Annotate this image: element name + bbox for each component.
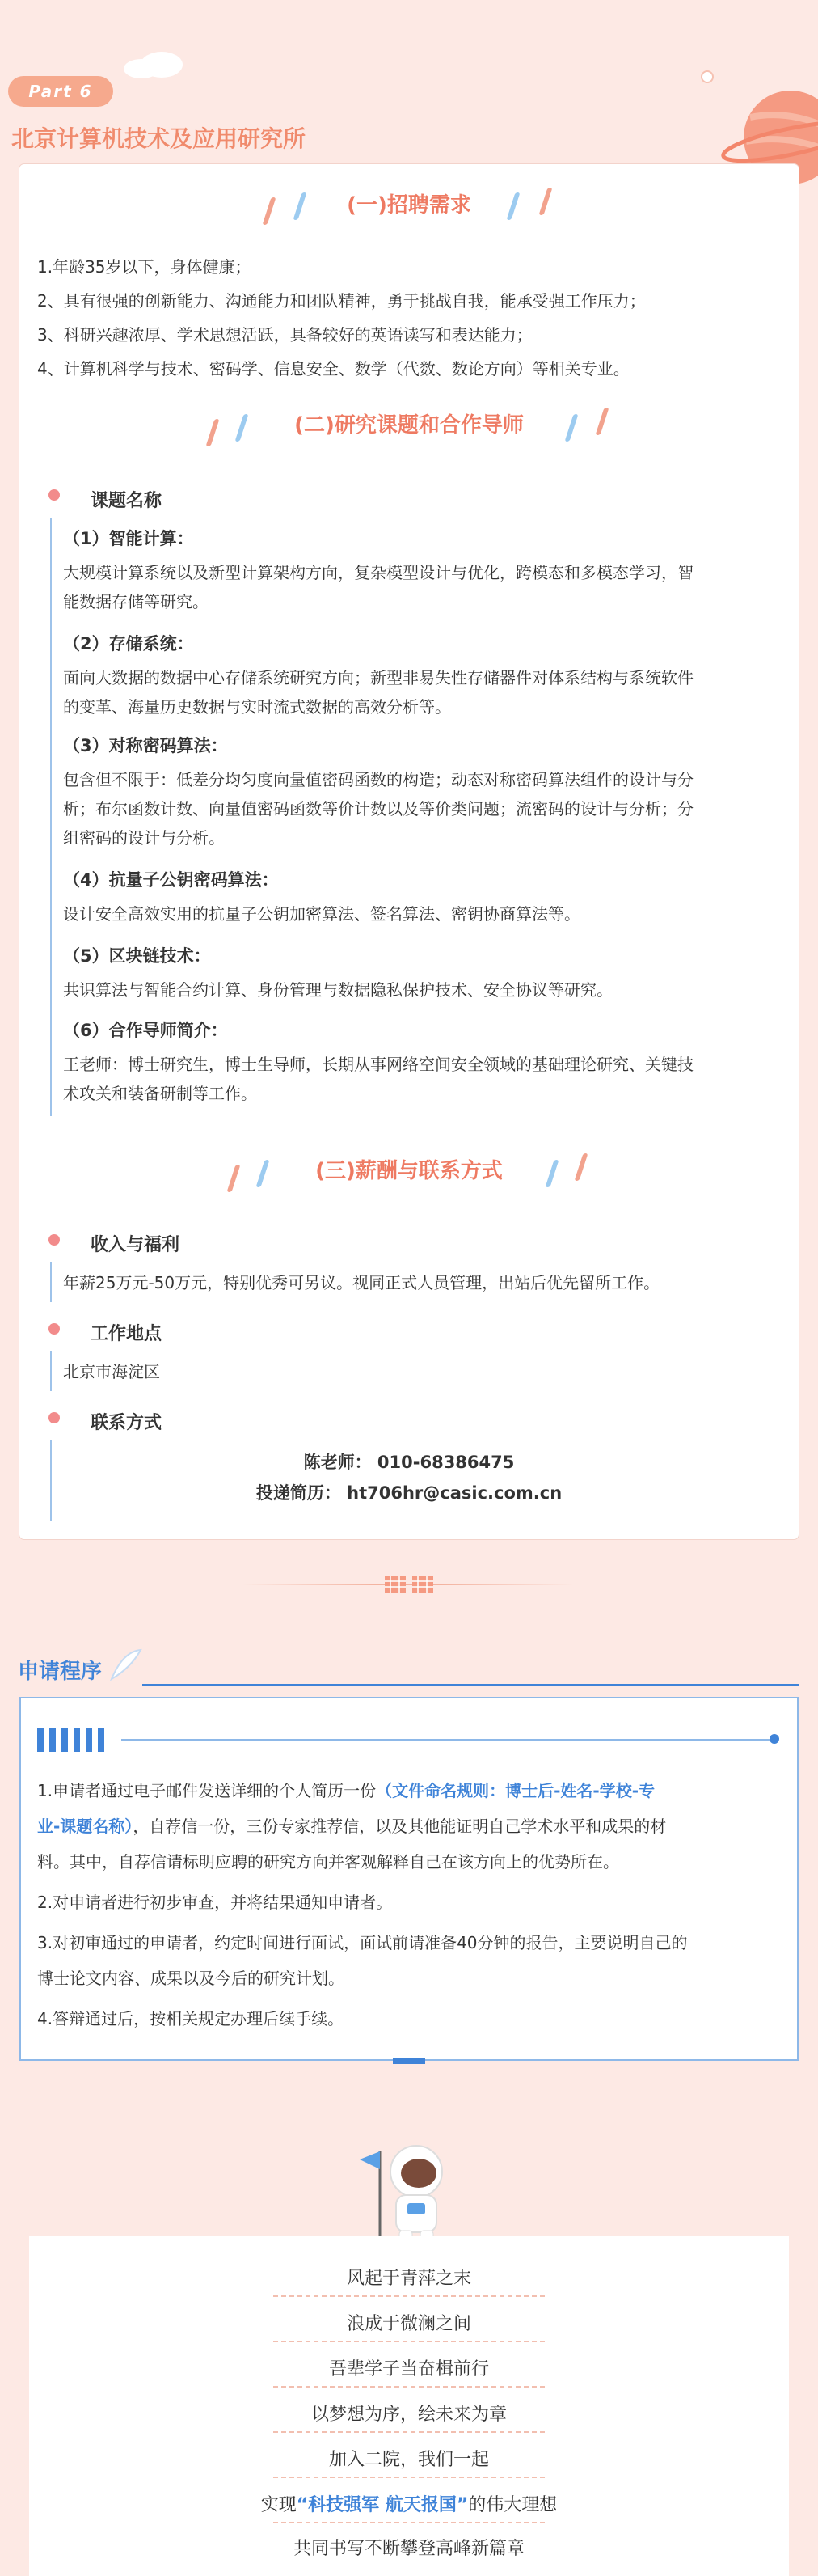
topic-text: 王老师：博士研究生，博士生导师，长期从事网络空间安全领域的基础理论研究、关键技 — [63, 1055, 694, 1074]
poem-line: 以梦想为序，绘未来为章 — [310, 2405, 507, 2425]
contact-phone: 陈老师： 010-68386475 — [303, 1453, 515, 1472]
poem-underline — [273, 2431, 545, 2433]
salary-text: 年薪25万元-50万元，特别优秀可另议。视同正式人员管理，出站后优先留所工作。 — [63, 1273, 660, 1292]
poem-underline — [273, 2341, 545, 2342]
topic-text: 析；布尔函数计数、向量值密码函数等价计数以及等价类问题；流密码的设计与分析；分 — [63, 799, 694, 818]
poem-line: 共同书写不断攀登高峰新篇章 — [293, 2539, 525, 2559]
bullet-dot — [48, 1323, 60, 1335]
section-title: (二)研究课题和合作导师 — [294, 413, 524, 438]
topic-timeline — [50, 1351, 52, 1391]
apply-step-3-cont: 博士论文内容、成果以及今后的研究计划。 — [37, 1969, 344, 1988]
topic-heading: （5）区块链技术： — [63, 946, 211, 966]
bullet-dot — [48, 1234, 60, 1246]
section-heading-recruitment — [0, 181, 818, 230]
bullet-dot — [48, 489, 60, 501]
section-title: (一)招聘需求 — [347, 193, 471, 218]
topic-text: 能数据存储等研究。 — [63, 592, 209, 611]
poem-line: 吾辈学子当奋楫前行 — [328, 2359, 489, 2379]
section-heading-salary — [0, 1147, 818, 1195]
apply-inner-line — [121, 1739, 776, 1741]
apply-title-underline — [142, 1684, 799, 1686]
topic-heading: （6）合作导师简介： — [63, 1021, 228, 1040]
topic-text: 术攻关和装备研制等工作。 — [63, 1084, 257, 1103]
bullet-dot — [48, 1412, 60, 1423]
topic-text: 的变革、海量历史数据与实时流式数据的高效分析等。 — [63, 697, 451, 717]
apply-step-4: 4.答辩通过后，按相关规定办理后续手续。 — [37, 2009, 344, 2028]
topic-text: 组密码的设计与分析。 — [63, 828, 225, 848]
part-label: Part 6 — [8, 76, 113, 107]
location-text: 北京市海淀区 — [63, 1362, 160, 1381]
requirement-item: 2、具有很强的创新能力、沟通能力和团队精神，勇于挑战自我，能承受强工作压力； — [37, 291, 646, 311]
poem-line-slogan: 实现“科技强军 航天报国”的伟大理想 — [260, 2495, 558, 2515]
topic-timeline — [50, 518, 52, 1116]
poem-line: 加入二院，我们一起 — [328, 2450, 489, 2470]
apply-step-1-cont: 料。其中，自荐信请标明应聘的研究方向并客观解释自己在该方向上的优势所在。 — [37, 1852, 619, 1872]
cloud-decoration — [121, 49, 186, 81]
poem-line: 风起于青萍之末 — [346, 2269, 471, 2289]
divider-ornament-icon — [383, 1574, 435, 1595]
poem-underline — [273, 2386, 545, 2388]
apply-step-1: 1.申请者通过电子邮件发送详细的个人简历一份（文件命名规则：博士后-姓名-学校-专 — [37, 1781, 655, 1800]
feather-icon — [107, 1647, 144, 1684]
topic-text: 包含但不限于：低差分均匀度向量值密码函数的构造；动态对称密码算法组件的设计与分 — [63, 770, 694, 789]
apply-line-dot — [770, 1734, 779, 1744]
contact-subtitle: 联系方式 — [91, 1413, 162, 1433]
topic-heading: （1）智能计算： — [63, 529, 194, 548]
topic-heading: （2）存储系统： — [63, 634, 194, 654]
location-subtitle: 工作地点 — [91, 1324, 162, 1344]
org-title: 北京计算机技术及应用研究所 — [11, 125, 306, 152]
poem-underline — [273, 2295, 545, 2297]
section-heading-topics — [0, 401, 818, 450]
apply-step-2: 2.对申请者进行初步审查，并将结果通知申请者。 — [37, 1893, 393, 1912]
topic-text: 设计安全高效实用的抗量子公钥加密算法、签名算法、密钥协商算法等。 — [63, 904, 580, 924]
topic-text: 面向大数据的数据中心存储系统研究方向；新型非易失性存储器件对体系结构与系统软件 — [63, 668, 694, 687]
poem-line: 浪成于微澜之间 — [346, 2314, 471, 2334]
sparkle-icon — [695, 65, 719, 89]
poem-underline — [273, 2522, 545, 2523]
topic-text: 共识算法与智能合约计算、身份管理与数据隐私保护技术、安全协议等研究。 — [63, 980, 613, 1000]
requirement-item: 4、计算机科学与技术、密码学、信息安全、数学（代数、数论方向）等相关专业。 — [37, 359, 630, 379]
astronaut-icon — [356, 2135, 461, 2248]
topic-text: 大规模计算系统以及新型计算架构方向，复杂模型设计与优化，跨模态和多模态学习，智 — [63, 563, 694, 582]
topics-subtitle: 课题名称 — [91, 491, 162, 511]
contact-email[interactable]: 投递简历： ht706hr@casic.com.cn — [255, 1483, 563, 1503]
topic-heading: （4）抗量子公钥密码算法： — [63, 870, 279, 890]
apply-step-3: 3.对初审通过的申请者，约定时间进行面试，面试前请准备40分钟的报告，主要说明自己的 — [37, 1933, 688, 1952]
topic-heading: （3）对称密码算法： — [63, 736, 228, 755]
apply-title: 申请程序 — [18, 1660, 103, 1684]
section-title: (三)薪酬与联系方式 — [315, 1159, 503, 1183]
requirement-item: 3、科研兴趣浓厚、学术思想活跃，具备较好的英语读写和表达能力； — [37, 325, 533, 345]
poem-underline — [273, 2477, 545, 2478]
apply-box-tab — [393, 2058, 425, 2064]
topic-timeline — [50, 1262, 52, 1302]
apply-step-1-cont: 业-课题名称），自荐信一份，三份专家推荐信，以及其他能证明自己学术水平和成果的材 — [37, 1817, 667, 1836]
salary-subtitle: 收入与福利 — [91, 1235, 180, 1255]
blue-bars-decoration — [37, 1728, 110, 1752]
requirement-item: 1.年龄35岁以下，身体健康； — [37, 257, 251, 277]
